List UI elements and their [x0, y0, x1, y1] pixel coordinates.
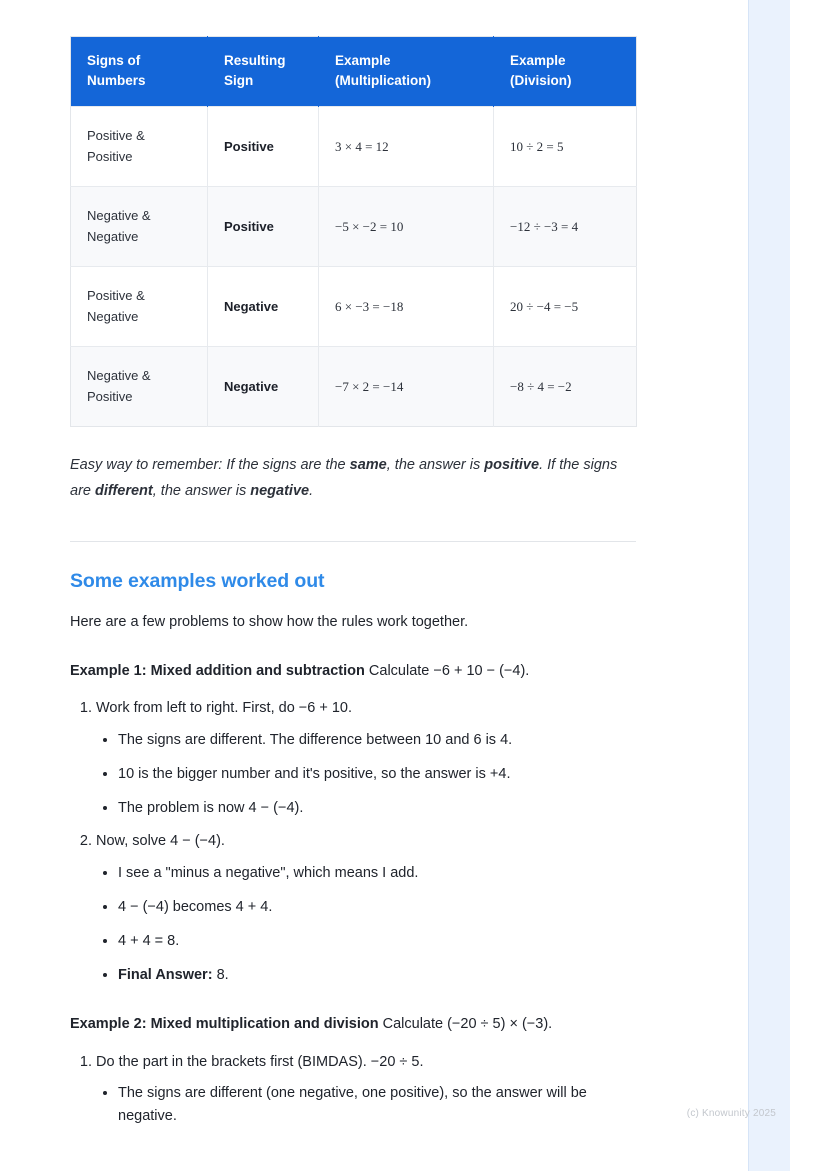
cell-signs: Positive & Negative [71, 267, 208, 347]
example-2-steps [70, 1051, 636, 1129]
example-2-label: Example 2: Mixed multiplication and division [70, 1016, 379, 1033]
note-part-2: , the answer is [386, 457, 485, 474]
list-item: • 4 + 4 = 8. [118, 930, 636, 953]
example-1-heading [70, 660, 636, 683]
column-header-multiplication: Example (Multiplication) [319, 37, 494, 107]
list-item [96, 1051, 636, 1129]
list-item: • The signs are different (one negative, one positive), so the answer will be negative. [118, 1082, 636, 1128]
example-1-label: Example 1: Mixed addition and subtraction [70, 662, 365, 679]
step-text: Work from left to right. First, do −6 + 10. [96, 700, 352, 717]
cell-division: −8 ÷ 4 = −2 [494, 347, 637, 427]
example-2-heading [70, 1013, 636, 1036]
cell-multiplication: −5 × −2 = 10 [319, 187, 494, 267]
list-item: • I see a "minus a negative", which means I add. [118, 862, 636, 885]
final-answer-label: Final Answer: [118, 967, 213, 984]
cell-division: 20 ÷ −4 = −5 [494, 267, 637, 347]
note-part-5: . [309, 482, 314, 499]
table-row [71, 187, 637, 267]
cell-multiplication: −7 × 2 = −14 [319, 347, 494, 427]
table-header-row [71, 37, 637, 107]
note-part-3: . If the signs are [70, 457, 618, 499]
list-item [96, 697, 636, 820]
cell-result: Negative [208, 347, 319, 427]
cell-result: Positive [208, 107, 319, 187]
document-page [70, 0, 636, 1128]
cell-result: Negative [208, 267, 319, 347]
note-part-4: , the answer is [152, 482, 251, 499]
note-bold-positive: positive [484, 457, 540, 474]
sign-rules-table [70, 36, 637, 427]
step-text: Now, solve 4 − (−4). [96, 833, 225, 850]
cell-signs: Positive & Positive [71, 107, 208, 187]
list-item: • The signs are different. The difference between 10 and 6 is 4. [118, 729, 636, 752]
note-bold-negative: negative [250, 482, 310, 499]
cell-multiplication: 6 × −3 = −18 [319, 267, 494, 347]
cell-division: 10 ÷ 2 = 5 [494, 107, 637, 187]
example-2-task: Calculate (−20 ÷ 5) × (−3). [378, 1016, 553, 1033]
page-side-rail [748, 0, 790, 1171]
list-item-final-answer [118, 964, 636, 987]
section-divider [70, 541, 636, 542]
step-sublist [96, 729, 636, 821]
cell-signs: Negative & Negative [71, 187, 208, 267]
cell-signs: Negative & Positive [71, 347, 208, 427]
section-heading: Some examples worked out [70, 569, 325, 592]
remember-note [70, 453, 636, 505]
list-item: • 10 is the bigger number and it's positive, so the answer is +4. [118, 763, 636, 786]
note-part-1: Easy way to remember: If the signs are the [70, 457, 350, 474]
step-sublist [96, 862, 636, 988]
section-intro: Here are a few problems to show how the rules work together. [70, 613, 469, 630]
step-sublist [96, 1082, 636, 1128]
table-row [71, 107, 637, 187]
example-1-task: Calculate −6 + 10 − (−4). [364, 662, 530, 679]
list-item: • The problem is now 4 − (−4). [118, 797, 636, 820]
step-text: Do the part in the brackets first (BIMDAS). −20 ÷ 5. [96, 1053, 424, 1070]
final-answer-value: 8. [212, 967, 229, 984]
list-item [96, 830, 636, 987]
list-item: • 4 − (−4) becomes 4 + 4. [118, 896, 636, 919]
table-row [71, 267, 637, 347]
column-header-division: Example (Division) [494, 37, 637, 107]
cell-result: Positive [208, 187, 319, 267]
column-header-result: Resulting Sign [208, 37, 319, 107]
copyright-watermark: (c) Knowunity 2025 [686, 1108, 776, 1119]
note-bold-same: same [349, 457, 387, 474]
table-row [71, 347, 637, 427]
cell-multiplication: 3 × 4 = 12 [319, 107, 494, 187]
note-bold-different: different [95, 482, 153, 499]
cell-division: −12 ÷ −3 = 4 [494, 187, 637, 267]
example-1-steps [70, 697, 636, 987]
column-header-signs: Signs of Numbers [71, 37, 208, 107]
